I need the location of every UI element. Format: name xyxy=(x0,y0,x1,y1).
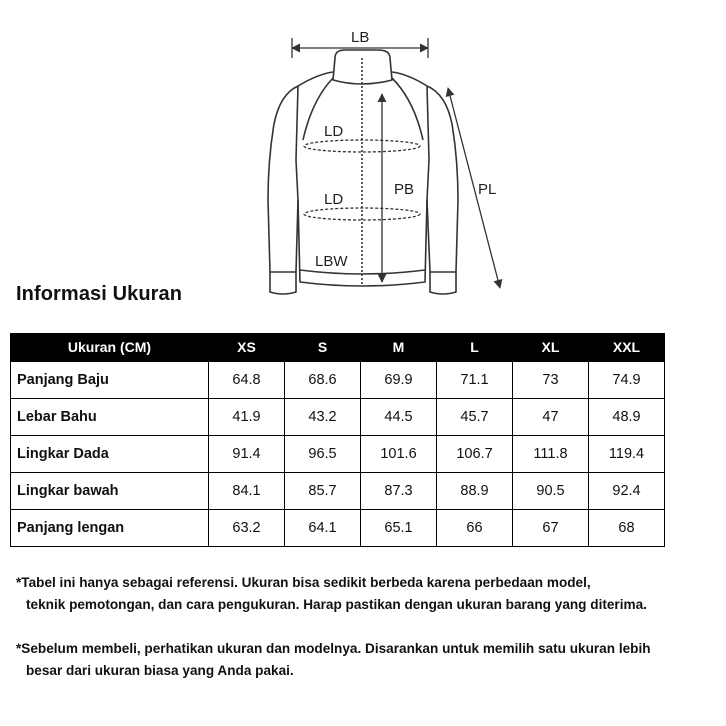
table-cell: 69.9 xyxy=(361,361,437,399)
section-title: Informasi Ukuran xyxy=(16,283,183,305)
table-cell: 68 xyxy=(589,510,665,547)
table-cell: 47 xyxy=(513,399,589,436)
table-cell: 73 xyxy=(513,361,589,399)
note-advice-line-2: besar dari ukuran biasa yang Anda pakai. xyxy=(26,663,294,678)
table-header-row xyxy=(11,334,665,362)
table-cell: 111.8 xyxy=(513,436,589,473)
table-cell: 119.4 xyxy=(589,436,665,473)
table-cell: 87.3 xyxy=(361,473,437,510)
left-sleeve xyxy=(268,86,298,272)
note-reference-line-1: *Tabel ini hanya sebagai referensi. Ukuran bisa sedikit berbeda karena perbedaan model, xyxy=(16,575,591,590)
table-cell: 48.9 xyxy=(589,399,665,436)
note-reference-line-2: teknik pemotongan, dan cara pengukuran. Harap pastikan dengan ukuran barang yang diterima. xyxy=(26,597,647,612)
label-pb: PB xyxy=(394,181,415,198)
header-size-l: L xyxy=(437,334,513,362)
table-cell: 43.2 xyxy=(285,399,361,436)
table-cell: 91.4 xyxy=(209,436,285,473)
row-label: Lingkar bawah xyxy=(11,473,209,510)
note-reference xyxy=(16,572,647,616)
table-cell: 96.5 xyxy=(285,436,361,473)
header-size-xl: XL xyxy=(513,334,589,362)
table-row xyxy=(11,361,665,399)
table-cell: 84.1 xyxy=(209,473,285,510)
header-size-xs: XS xyxy=(209,334,285,362)
row-label: Panjang Baju xyxy=(11,361,209,399)
table-cell: 106.7 xyxy=(437,436,513,473)
note-advice xyxy=(16,638,651,682)
row-label: Lingkar Dada xyxy=(11,436,209,473)
table-cell: 44.5 xyxy=(361,399,437,436)
header-ukuran: Ukuran (CM) xyxy=(11,334,209,362)
table-cell: 41.9 xyxy=(209,399,285,436)
right-raglan-seam xyxy=(392,78,423,140)
label-lb: LB xyxy=(351,29,370,46)
table-cell: 92.4 xyxy=(589,473,665,510)
label-ld-upper: LD xyxy=(324,123,344,140)
note-advice-line-1: *Sebelum membeli, perhatikan ukuran dan modelnya. Disarankan untuk memilih satu ukuran lebih xyxy=(16,641,651,656)
table-row xyxy=(11,473,665,510)
table-cell: 101.6 xyxy=(361,436,437,473)
table-cell: 90.5 xyxy=(513,473,589,510)
table-cell: 65.1 xyxy=(361,510,437,547)
table-cell: 64.1 xyxy=(285,510,361,547)
header-size-xxl: XXL xyxy=(589,334,665,362)
table-cell: 67 xyxy=(513,510,589,547)
table-cell: 45.7 xyxy=(437,399,513,436)
jacket-outline xyxy=(268,50,458,294)
table-row xyxy=(11,510,665,547)
measurement-lines xyxy=(292,38,500,288)
label-ld-lower: LD xyxy=(324,191,344,208)
header-size-m: M xyxy=(361,334,437,362)
right-sleeve xyxy=(427,86,458,272)
label-pl: PL xyxy=(478,181,497,198)
table-cell: 74.9 xyxy=(589,361,665,399)
jacket-diagram xyxy=(0,0,726,300)
table-cell: 68.6 xyxy=(285,361,361,399)
label-lbw: LBW xyxy=(315,253,348,270)
table-row xyxy=(11,399,665,436)
table-cell: 64.8 xyxy=(209,361,285,399)
table-cell: 63.2 xyxy=(209,510,285,547)
size-table xyxy=(10,333,665,547)
left-cuff xyxy=(270,272,296,294)
table-cell: 88.9 xyxy=(437,473,513,510)
header-size-s: S xyxy=(285,334,361,362)
table-cell: 71.1 xyxy=(437,361,513,399)
right-cuff xyxy=(430,272,456,294)
table-row xyxy=(11,436,665,473)
row-label: Lebar Bahu xyxy=(11,399,209,436)
row-label: Panjang lengan xyxy=(11,510,209,547)
table-cell: 66 xyxy=(437,510,513,547)
table-cell: 85.7 xyxy=(285,473,361,510)
